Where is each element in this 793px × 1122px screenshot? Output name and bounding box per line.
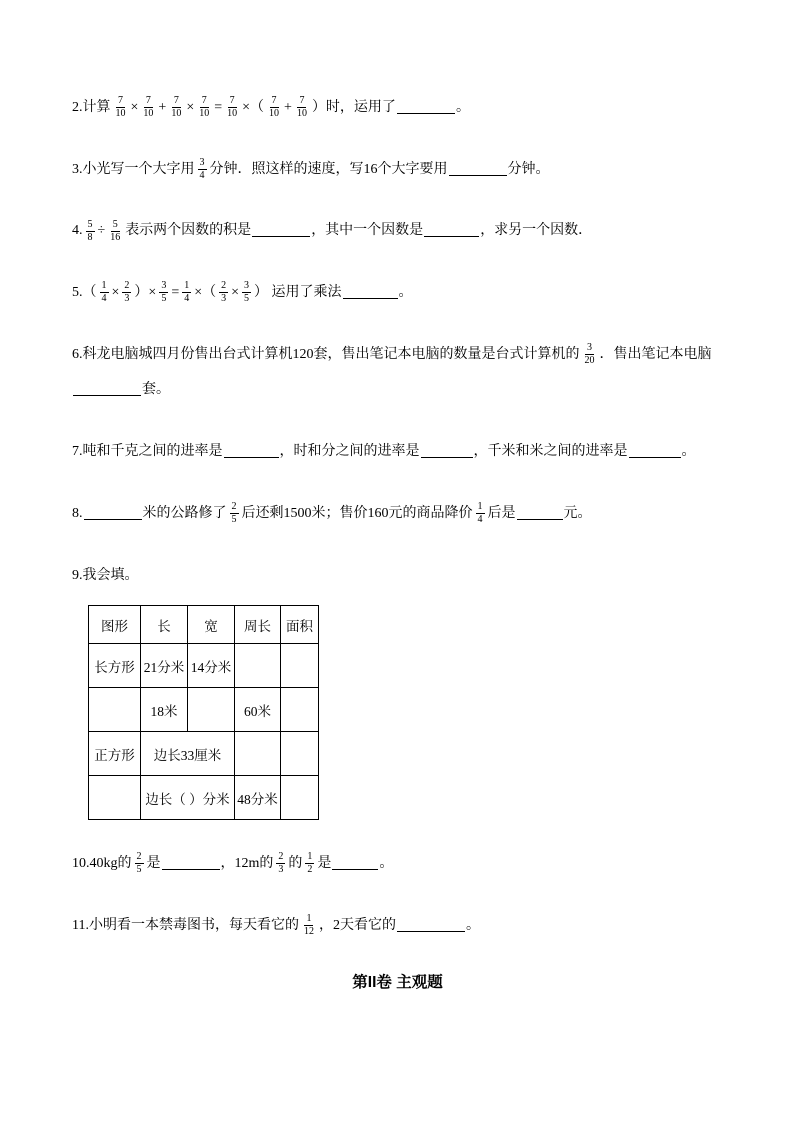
fraction-numerator: 7	[173, 95, 179, 107]
question-line	[72, 908, 723, 944]
fraction	[302, 913, 316, 938]
text-run: =	[171, 285, 180, 301]
table-cell	[235, 644, 281, 688]
fraction	[583, 342, 597, 367]
question-8	[72, 496, 723, 532]
text-run: 。	[465, 917, 480, 933]
answer-blank	[629, 444, 681, 458]
text-run: 的	[288, 856, 303, 872]
fraction-numerator: 1	[307, 851, 313, 863]
fraction-denominator: 4	[101, 293, 107, 305]
fraction-numerator: 7	[145, 95, 151, 107]
answer-blank	[449, 162, 507, 176]
fraction	[305, 851, 314, 876]
text-run: 8.	[72, 505, 83, 521]
fraction-denominator: 20	[584, 355, 595, 367]
fraction-denominator: 10	[296, 108, 307, 120]
table-cell: 正方形	[89, 732, 141, 776]
question-line	[72, 337, 723, 373]
table-header-cell: 长	[141, 606, 188, 644]
questions-list	[72, 90, 723, 944]
fraction-denominator: 5	[136, 864, 142, 876]
question-3	[72, 152, 723, 188]
text-run: 11.小明看一本禁毒图书，每天看它的	[72, 917, 299, 933]
text-run: 。	[681, 444, 696, 460]
fraction	[169, 95, 183, 120]
fraction	[219, 280, 228, 305]
fraction-numerator: 3	[161, 280, 167, 292]
text-run: ，求另一个因数．	[480, 223, 593, 239]
fraction-numerator: 2	[231, 501, 237, 513]
fraction	[159, 280, 168, 305]
text-run: ×	[186, 100, 195, 115]
fraction	[182, 280, 191, 305]
fraction	[225, 95, 239, 120]
table-header-cell: 面积	[281, 606, 319, 644]
text-run: 是	[146, 856, 161, 872]
fraction	[141, 95, 155, 120]
fraction-denominator: 10	[171, 108, 182, 120]
table-header-row	[89, 606, 319, 644]
question-7	[72, 434, 723, 470]
fraction-numerator: 2	[278, 851, 284, 863]
text-run: 米的公路修了	[142, 505, 227, 521]
table-cell: 边长33厘米	[141, 732, 235, 776]
text-run: 10.40kg的	[72, 856, 132, 872]
fraction-denominator: 5	[231, 514, 237, 526]
fraction-numerator: 7	[299, 95, 305, 107]
fraction-numerator: 2	[136, 851, 142, 863]
text-run: 套。	[142, 382, 170, 398]
fraction	[114, 95, 128, 120]
fraction-denominator: 10	[227, 108, 238, 120]
text-run: +	[158, 100, 167, 115]
table-row	[89, 688, 319, 732]
table-cell	[281, 776, 319, 820]
question-line	[72, 846, 723, 882]
text-run: 2.计算	[72, 100, 111, 115]
fraction	[122, 280, 131, 305]
fraction-denominator: 10	[143, 108, 154, 120]
table-cell	[89, 688, 141, 732]
text-run: ，其中一个因数是	[311, 223, 424, 239]
fraction-denominator: 16	[110, 231, 121, 243]
answer-blank	[252, 223, 310, 237]
table-cell: 21分米	[141, 644, 188, 688]
text-run: ） 运用了乘法	[254, 285, 342, 301]
text-run: =	[214, 100, 223, 115]
table-cell	[235, 732, 281, 776]
text-run: 分钟．照这样的速度，写16个大字要用	[209, 161, 448, 177]
question-4	[72, 213, 723, 249]
fraction-denominator: 10	[115, 108, 126, 120]
question-line	[72, 213, 723, 249]
question-9	[72, 558, 723, 821]
fraction-numerator: 5	[112, 218, 118, 230]
table-cell: 边长（ ）分米	[141, 776, 235, 820]
table-header-cell: 图形	[89, 606, 141, 644]
question-line	[72, 275, 723, 311]
answer-blank	[421, 444, 473, 458]
fraction	[135, 851, 144, 876]
text-run: ，2天看它的	[318, 917, 396, 933]
text-run: 6.科龙电脑城四月份售出台式计算机120套，售出笔记本电脑的数量是台式计算机的	[72, 346, 580, 362]
table-cell	[281, 732, 319, 776]
text-run: 表示两个因数的积是	[125, 223, 252, 239]
fraction-denominator: 10	[269, 108, 280, 120]
question-line	[72, 372, 723, 408]
question-11	[72, 908, 723, 944]
fraction	[276, 851, 285, 876]
answer-blank	[73, 382, 141, 396]
answer-blank	[84, 506, 142, 520]
fraction-numerator: 7	[271, 95, 277, 107]
text-run: ×（	[194, 285, 217, 301]
text-run: 元。	[563, 505, 592, 521]
fraction	[242, 280, 251, 305]
text-run: 是	[317, 856, 332, 872]
fraction-numerator: 3	[244, 280, 250, 292]
question-2	[72, 90, 723, 126]
fraction	[230, 501, 239, 526]
fraction-denominator: 5	[244, 293, 250, 305]
fraction	[197, 95, 211, 120]
table-row	[89, 776, 319, 820]
text-run: ）×	[134, 285, 157, 301]
fraction	[100, 280, 109, 305]
fraction-denominator: 2	[307, 864, 313, 876]
fraction-numerator: 3	[587, 342, 592, 354]
table-header-cell: 周长	[235, 606, 281, 644]
text-run: ×	[231, 285, 240, 301]
text-run: 分钟。	[507, 161, 550, 177]
question-line	[72, 434, 723, 470]
fraction-numerator: 2	[221, 280, 227, 292]
table-cell: 长方形	[89, 644, 141, 688]
text-run: 3.小光写一个大字用	[72, 161, 195, 177]
fraction	[476, 501, 485, 526]
question-6	[72, 337, 723, 408]
fraction-numerator: 3	[199, 156, 205, 168]
text-run: 。	[455, 100, 470, 115]
fraction	[86, 219, 95, 244]
question-line	[72, 90, 723, 126]
fraction-denominator: 3	[124, 293, 130, 305]
fraction-numerator: 1	[184, 280, 190, 292]
question-10	[72, 846, 723, 882]
question-line	[72, 152, 723, 188]
fraction-denominator: 10	[199, 108, 210, 120]
fraction	[267, 95, 281, 120]
answer-blank	[517, 506, 563, 520]
text-run: ÷	[97, 223, 106, 239]
question-line	[72, 496, 723, 532]
fill-in-table	[88, 605, 319, 820]
text-run: ×	[111, 285, 120, 301]
table-cell	[188, 688, 235, 732]
fraction-numerator: 1	[101, 280, 107, 292]
text-run: +	[284, 100, 292, 115]
text-run: 4.	[72, 223, 83, 239]
table-cell: 18米	[141, 688, 188, 732]
fraction	[295, 95, 309, 120]
answer-blank	[424, 223, 479, 237]
table-header-cell: 宽	[188, 606, 235, 644]
table-cell: 14分米	[188, 644, 235, 688]
section-title: 第II卷 主观题	[352, 973, 443, 991]
text-run: ．售出笔记本电脑	[599, 346, 712, 362]
answer-blank	[343, 285, 398, 299]
table-cell: 48分米	[235, 776, 281, 820]
fraction-denominator: 8	[87, 231, 93, 243]
text-run: ，12m的	[220, 856, 274, 872]
answer-blank	[332, 856, 378, 870]
fraction-denominator: 4	[199, 169, 205, 181]
fraction-denominator: 3	[221, 293, 227, 305]
fraction-numerator: 7	[201, 95, 207, 107]
text-run: ×	[130, 100, 139, 115]
fraction-denominator: 4	[184, 293, 190, 305]
text-run: 后还剩1500米；售价160元的商品降价	[241, 505, 473, 521]
fraction-numerator: 2	[124, 280, 130, 292]
text-run: 后是	[487, 505, 516, 521]
fraction	[198, 157, 207, 182]
answer-blank	[224, 444, 279, 458]
text-run: ，千米和米之间的进率是	[473, 444, 628, 460]
text-run: 9.我会填。	[72, 567, 139, 583]
text-run: ）时，运用了	[311, 100, 396, 115]
text-run: 。	[379, 856, 394, 872]
fraction-denominator: 4	[477, 514, 483, 526]
table-row	[89, 732, 319, 776]
question-line	[72, 558, 723, 594]
table-cell	[281, 644, 319, 688]
table-row	[89, 644, 319, 688]
fraction-numerator: 7	[229, 95, 235, 107]
table-cell	[281, 688, 319, 732]
answer-blank	[397, 100, 455, 114]
answer-blank	[162, 856, 220, 870]
fraction-numerator: 7	[118, 95, 123, 107]
fraction-denominator: 12	[303, 926, 314, 938]
text-run: 5.（	[72, 285, 97, 301]
table-cell	[89, 776, 141, 820]
fraction-numerator: 1	[306, 913, 312, 925]
text-run: ，时和分之间的进率是	[279, 444, 420, 460]
fraction-denominator: 3	[278, 864, 284, 876]
text-run: 7.吨和千克之间的进率是	[72, 444, 223, 460]
fraction-numerator: 1	[477, 501, 483, 513]
fraction-denominator: 5	[161, 293, 167, 305]
table-cell: 60米	[235, 688, 281, 732]
answer-blank	[397, 918, 465, 932]
text-run: 。	[398, 285, 413, 301]
fraction	[108, 219, 122, 244]
text-run: ×（	[242, 100, 265, 115]
fraction-numerator: 5	[87, 218, 93, 230]
question-5	[72, 275, 723, 311]
